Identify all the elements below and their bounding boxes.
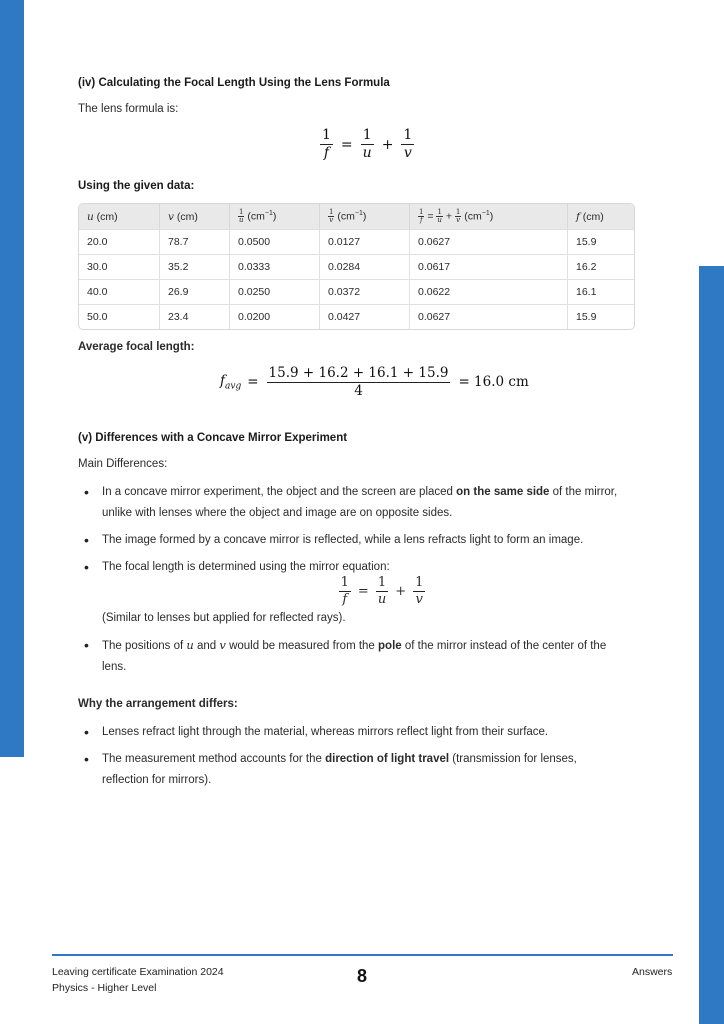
cell-u: 40.0 [79,279,160,304]
page-number: 8 [356,966,367,986]
cell-v: 35.2 [160,254,230,279]
main-differences-list [82,482,622,678]
cell-inv-f: 0.0627 [410,229,568,254]
left-accent-bar [0,0,24,757]
table-row [79,254,634,279]
cell-u: 50.0 [79,304,160,329]
why-differs-list [82,722,622,791]
cell-inv-v: 0.0427 [320,304,410,329]
cell-inv-f: 0.0617 [410,254,568,279]
header-inv-u: $\frac{1}{u}$ $(cm^{-1})$ [230,204,320,229]
cell-f: 16.1 [568,279,634,304]
formula-term-u: $\frac{1}{u}$ [362,127,372,162]
section-v-heading: (v) Differences with a Concave Mirror Experiment [78,432,348,444]
cell-f: 16.2 [568,254,634,279]
cell-f: 15.9 [568,304,634,329]
section-iv-heading: (iv) Calculating the Focal Length Using the Lens Formula [78,77,390,89]
cell-u: 20.0 [79,229,160,254]
list-item: • The positions of u and v would be measured from the pole of the mirror instead of the center of the lens. [82,635,622,678]
lens-formula-intro: The lens formula is: [78,103,179,115]
list-item: • Lenses refract light through the material, whereas mirrors reflect light from their surface. [82,722,622,743]
header-f: f (cm) [568,204,634,229]
formula-term-lhs: $\frac{1}{f}$ [322,127,331,162]
header-inv-f: $\frac{1}{f}$ = $\frac{1}{u}$ + $\frac{1}{v}$ $(cm^{-1})$ [410,204,568,229]
list-item: • The measurement method accounts for the direction of light travel (transmission for lenses, reflection for mirrors). [82,749,622,791]
footer-exam-title: Leaving certificate Examination 2024 [52,966,224,978]
cell-v: 26.9 [160,279,230,304]
right-accent-bar [699,266,724,1024]
cell-f: 15.9 [568,229,634,254]
header-inv-v: $\frac{1}{v}$ $(cm^{-1})$ [320,204,410,229]
cell-inv-v: 0.0372 [320,279,410,304]
table-header-row [79,204,634,229]
cell-inv-u: 0.0333 [230,254,320,279]
why-arrangement-heading: Why the arrangement differs: [78,698,238,710]
lens-formula: $\frac{1}{f}$ = $\frac{1}{u}$ + $\frac{1}{v}$ [322,127,413,162]
cell-inv-f: 0.0622 [410,279,568,304]
table-row [79,304,634,329]
using-data-label: Using the given data: [78,180,195,192]
list-item: • The image formed by a concave mirror is reflected, while a lens refracts light to form an image. [82,530,622,551]
list-item: • The focal length is determined using the mirror equation: $\frac{1}{f}$ = $\frac{1}{u}$ + $\frac{1}{v}$ (Similar to lenses but applied for reflected rays). [82,557,622,629]
footer-divider [52,954,673,956]
footer-answers-label: Answers [632,966,673,978]
cell-inv-v: 0.0127 [320,229,410,254]
header-v: v (cm) [160,204,230,229]
cell-v: 78.7 [160,229,230,254]
data-table [78,203,635,330]
cell-v: 23.4 [160,304,230,329]
average-focal-length-formula: $f_{avg}$ = $\frac{15.9 + 16.2 + 16.1 + 15.9}{4}$ = 16.0 cm [220,365,529,399]
cell-inv-v: 0.0284 [320,254,410,279]
avg-result: = 16.0 cm [458,374,529,391]
table-row [79,229,634,254]
avg-lhs: $f_{avg}$ [220,373,242,392]
mirror-equation: $\frac{1}{f}$ = $\frac{1}{u}$ + $\frac{1}{v}$ [340,575,424,608]
cell-inv-u: 0.0500 [230,229,320,254]
header-u: u (cm) [79,204,160,229]
average-label: Average focal length: [78,341,195,353]
cell-inv-u: 0.0200 [230,304,320,329]
table-row [79,279,634,304]
footer-subject: Physics - Higher Level [52,982,157,994]
avg-fraction: $\frac{15.9 + 16.2 + 16.1 + 15.9}{4}$ [268,365,449,399]
main-differences-label: Main Differences: [78,458,168,470]
cell-inv-f: 0.0627 [410,304,568,329]
cell-inv-u: 0.0250 [230,279,320,304]
formula-term-v: $\frac{1}{v}$ [403,127,413,162]
list-item: • In a concave mirror experiment, the object and the screen are placed on the same side of the mirror, unlike with lenses where the object and image are on opposite sides. [82,482,622,524]
cell-u: 30.0 [79,254,160,279]
